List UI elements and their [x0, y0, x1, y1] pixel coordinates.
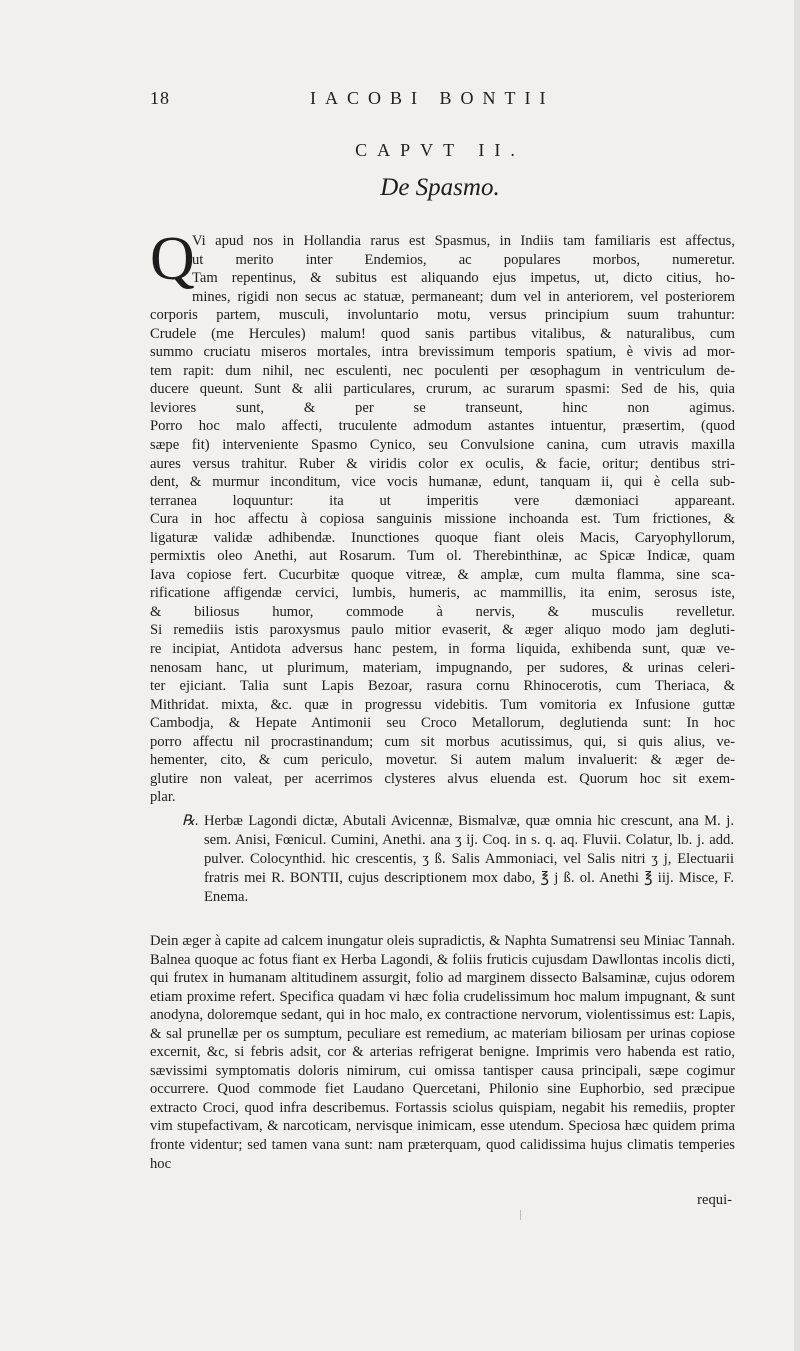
text-line: re incipiat, Antidota adversus hanc pestem, in forma liquida, exhibenda sunt, quæ ve- [150, 641, 735, 658]
drop-cap: Q [150, 225, 195, 293]
text-line: ligaturæ validæ adhibendæ. Inunctiones quoque fiant oleis Macis, Caryophyllorum, [150, 529, 735, 546]
text-line: Iava copiose fert. Cucurbitæ quoque vitreæ, & amplæ, cum multa flamma, sine sca- [150, 566, 735, 583]
main-text-block-1 [150, 225, 735, 807]
paragraph: Dein æger à capite ad calcem inungatur oleis supradictis, & Naphta Sumatrensi seu Miniac Tannah. Balnea quoque ac fotus fiant ex Herba Lagondi, & foliis fruticis cujusdam Dawllontas incolis dicti, qui frutex in humanam altitudinem assurgit, folio ad marginem dissecto Balsaminæ, cujus odorem etiam proxime refert. Specifica quadam vi hæc folia crudelissimum hoc malum impugnant, & sunt anodyna, doloremque sedant, qui in hoc malo, ex contractione nervorum, violentissimus est: Lapis, & sal prunellæ per os sumptum, peculiare est remedium, ac materiam biliosam per urinas copiose excernit, &c, si febris adsit, cor & arterias refrigerat benigne. Imprimis vero habenda est ratio, sævissimi symptomatis doloris nimirum, cui omissa tantisper causa principali, sæpe cogimur occurrere. Quod commode fiet Laudano Quercetani, Philonio sine Euphorbio, sed præcipue extracto Croci, quod infra describemus. Fortassis sciolus quispiam, negabit his remediis, propter vim stupefactivam, & narcoticam, nervisque inimicam, esse utendum. Speciosa hæc quidem prima fronte videntur; sed tamen vana sunt: nam præterquam, quod calidissima hujus climatis temperies hoc [150, 933, 735, 1172]
text-line: permixtis oleo Anethi, aut Rosarum. Tum ol. Therebinthinæ, ac Spicæ Indicæ, quam [150, 548, 735, 565]
text-line: porro affectu nil procrastinandum; cum sit morbus acutissimus, qui, si quis alius, ve- [150, 733, 735, 750]
catchword: requi- [697, 1192, 732, 1208]
chapter-title: De Spasmo. [380, 174, 500, 201]
text-line: Cura in hoc affectu à copiosa sanguinis missione inchoanda est. Tum frictiones, & [150, 511, 735, 528]
text-line: rificatione affigendæ cervici, lumbis, humeris, ac mammillis, ita enim, serosus iste, [150, 585, 735, 602]
text-line: Vi apud nos in Hollandia rarus est Spasmus, in Indiis tam familiaris est affectus, [192, 233, 735, 249]
recipe-symbol: ℞. [182, 813, 199, 829]
chapter-heading: CAPVT II. [355, 140, 525, 160]
text-line: Tam repentinus, & subitus est aliquando ejus impetus, ut, dicto citius, ho- [192, 270, 735, 287]
running-title: IACOBI BONTII [310, 88, 555, 108]
text-line: terranea loquuntur: ita ut imperitis vere dæmoniaci appareant. [150, 492, 735, 509]
text-line: ducere queunt. Sunt & alii particulares, crurum, ac surarum spasmi: Sed de his, quia [150, 381, 735, 398]
text-line: & biliosus humor, commode à nervis, & musculis revelletur. [150, 603, 735, 620]
text-line: sæpe fit) interveniente Spasmo Cynico, seu Convulsione canina, cum utravis maxilla [150, 437, 735, 454]
text-line: plar. [150, 789, 176, 806]
text-line: Mithridat. mixta, &c. quæ in progressu videbitis. Tum vomitoria ex Infusione guttæ [150, 696, 735, 713]
text-line: ter ejiciant. Talia sunt Lapis Bezoar, rasura cornu Rhinocerotis, cum Theriaca, & [150, 678, 735, 695]
page-number: 18 [150, 88, 170, 108]
text-line: tem rapit: dum nihil, nec esculenti, nec poculenti per œsophagum in ventriculum de- [150, 362, 735, 379]
printer-mark [520, 1210, 521, 1220]
text-line: mines, rigidi non secus ac statuæ, permaneant; dum vel in anteriorem, vel posteriorem [192, 288, 735, 305]
text-line: leviores sunt, & per se transeunt, hinc non agimus. [150, 399, 735, 416]
text-line: aures versus trahitur. Ruber & viridis color ex oculis, & facie, oritur; dentibus stri- [150, 455, 735, 472]
text-line: nenosam hanc, ut plurimum, materiam, impugnando, per sudores, & urinas celeri- [150, 659, 735, 676]
page-edge [794, 0, 800, 1351]
text-line: Crudele (me Hercules) malum! quod sanis partibus vitalibus, & naturalibus, cum [150, 325, 735, 342]
text-line: glutire non valeat, per acerrimos clysteres alvus eluenda est. Quorum hoc sit exem- [150, 770, 735, 787]
text-line: ut merito inter Endemios, ac populares morbos, numeretur. [192, 251, 735, 268]
text-line: corporis partem, musculi, involuntario motu, versus principium suum trahuntur: [150, 307, 735, 324]
text-line: hementer, cito, & cum periculo, movetur. Si autem malum invaluerit: & æger de- [150, 752, 735, 769]
text-line: Si remediis istis paroxysmus paulo mitior evaserit, & æger aliquo modo jam degluti- [150, 622, 735, 639]
running-head [150, 88, 740, 110]
main-text-block-2 [150, 932, 735, 1173]
text-line: dent, & murmur inconditum, vice vocis humanæ, edunt, tanquam ii, qui è cella sub- [150, 474, 735, 491]
recipe-block [182, 812, 734, 907]
recipe-text: Herbæ Lagondi dictæ, Abutali Avicennæ, Bismalvæ, quæ omnia hic crescunt, ana M. j. sem. Anisi, Fœnicul. Cumini, Anethi. ana ʒ ij. Coq. in s. q. aq. Fluvii. Colatur, lb. j. add. pulver. Colocynthid. hic crescentis, ʒ ß. Salis Ammoniaci, vel Salis nitri ʒ j, Electuarii fratris mei R. BONTII, cujus descriptionem mox dabo, ℥ j ß. ol. Anethi ℥ iij. Misce, F. Enema. [204, 813, 734, 905]
text-line: Cambodja, & Hepate Antimonii seu Croco Metallorum, deglutienda sunt: In hoc [150, 715, 735, 732]
text-line: summo cruciatu miseros mortales, intra brevissimum temporis spatium, è vivis ad mor- [150, 344, 735, 361]
text-line: Porro hoc malo affecti, truculente admodum astantes intuentur, præsertim, (quod [150, 418, 735, 435]
